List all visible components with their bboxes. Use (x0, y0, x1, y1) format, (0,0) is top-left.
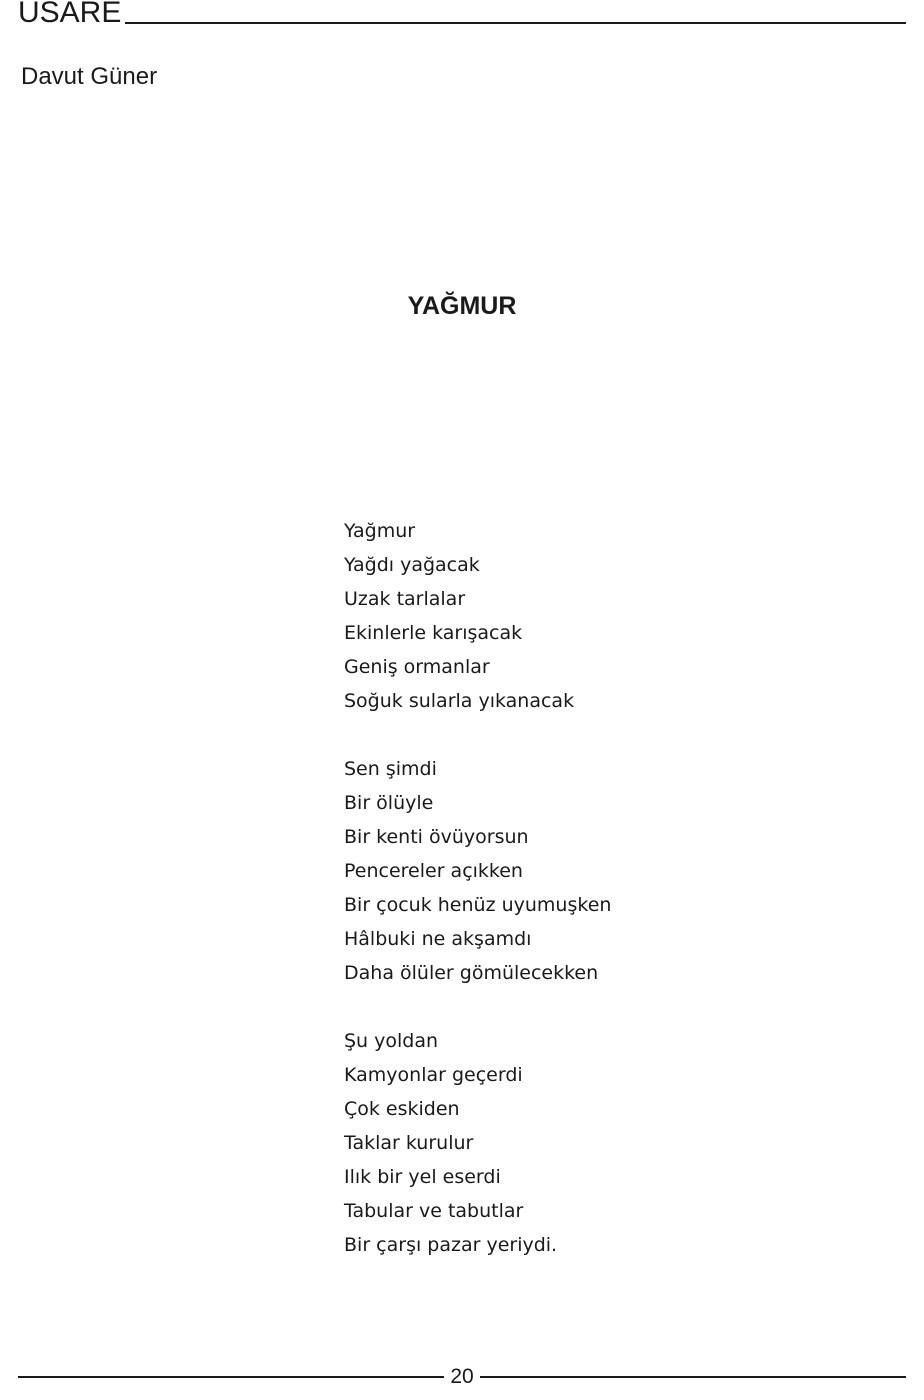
header-rule (125, 22, 906, 24)
poem-line: Geniş ormanlar (344, 656, 490, 678)
poem-line: Kamyonlar geçerdi (344, 1064, 523, 1086)
poem-line: Bir ölüyle (344, 792, 434, 814)
poem-title: YAĞMUR (407, 292, 517, 320)
magazine-name: USARE (18, 0, 122, 29)
footer-rule-right (480, 1376, 906, 1378)
poem-line: Daha ölüler gömülecekken (344, 962, 599, 984)
poem-line: Yağmur (344, 520, 416, 542)
poem-line: Ilık bir yel eserdi (344, 1166, 501, 1188)
poem-line: Taklar kurulur (344, 1132, 474, 1154)
poem-line: Bir çocuk henüz uyumuşken (344, 894, 612, 916)
poem-line: Soğuk sularla yıkanacak (344, 690, 575, 712)
stanza-1 (344, 514, 611, 718)
poem-line: Hâlbuki ne akşamdı (344, 928, 532, 950)
stanza-2 (344, 752, 611, 990)
footer-rule-left (18, 1376, 444, 1378)
poem-line: Bir kenti övüyorsun (344, 826, 529, 848)
page-footer (18, 1362, 906, 1392)
poem-line: Ekinlerle karışacak (344, 622, 523, 644)
poem-line: Yağdı yağacak (344, 554, 480, 576)
poem-line: Sen şimdi (344, 758, 437, 780)
page-header (18, 0, 906, 28)
poem-line: Uzak tarlalar (344, 588, 466, 610)
poem-body (344, 514, 611, 1296)
page-number: 20 (450, 1365, 474, 1388)
stanza-3 (344, 1024, 611, 1262)
author-name: Davut Güner (21, 63, 158, 90)
poem-line: Pencereler açıkken (344, 860, 523, 882)
poem-line: Çok eskiden (344, 1098, 460, 1120)
poem-line: Bir çarşı pazar yeriydi. (344, 1234, 558, 1256)
poem-line: Tabular ve tabutlar (344, 1200, 524, 1222)
poem-line: Şu yoldan (344, 1030, 439, 1052)
